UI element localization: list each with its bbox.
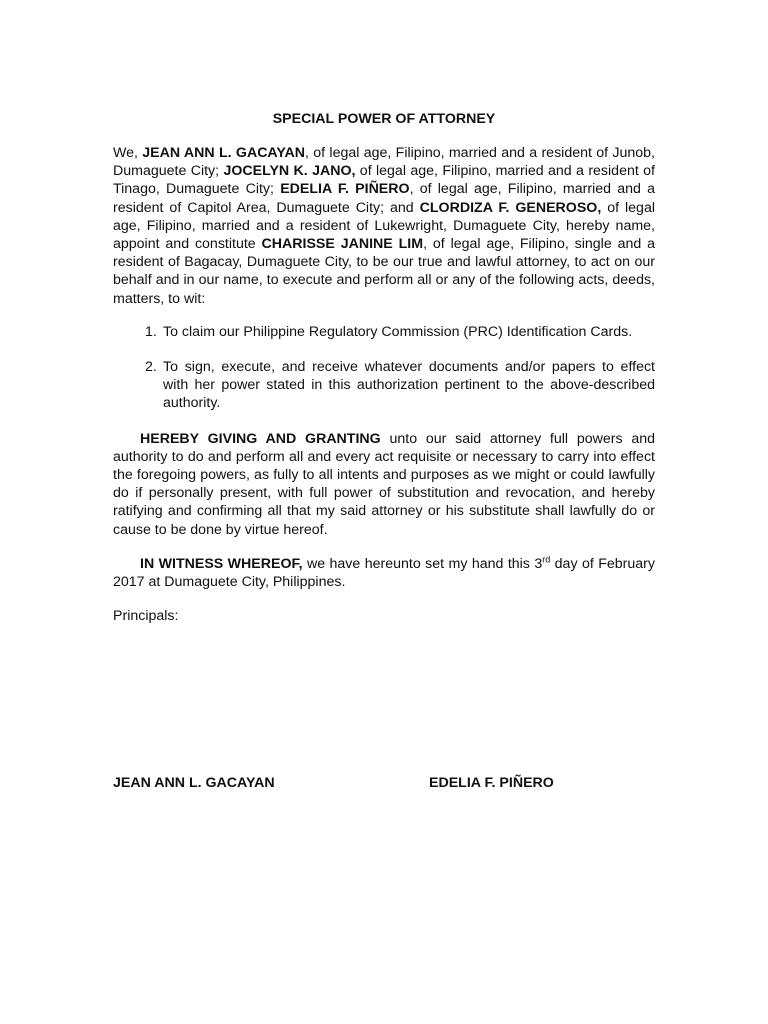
- document-title: SPECIAL POWER OF ATTORNEY: [272, 111, 496, 127]
- intro-text-1: We,: [113, 145, 143, 161]
- attorney-name: CHARISSE JANINE LIM: [261, 236, 424, 253]
- witness-text-b: day of February 2017 at Dumaguete City, Philippines.: [113, 555, 655, 591]
- powers-list: [113, 323, 655, 413]
- principal-name-3: EDELIA F. PIÑERO: [280, 181, 410, 198]
- witness-paragraph: [113, 555, 655, 591]
- granting-paragraph: [113, 430, 655, 539]
- signatory-left: JEAN ANN L. GACAYAN: [113, 775, 275, 791]
- intro-text-4: , of legal age, Filipino, married and a resident of Capitol Area, Dumaguete City; and: [113, 181, 656, 216]
- signatory-right: EDELIA F. PIÑERO: [429, 775, 554, 791]
- granting-heading: HEREBY GIVING AND GRANTING: [140, 430, 381, 447]
- witness-heading: IN WITNESS WHEREOF,: [140, 555, 303, 572]
- principal-name-2: JOCELYN K. JANO,: [223, 163, 356, 180]
- list-item-number: 1.: [145, 323, 157, 340]
- intro-text-6: , of legal age, Filipino, single and a resident of Bagacay, Dumaguete City, to be our true and lawful attorney, to act on our behalf and in our name, to execute and perform all or any of the following acts, deeds, matters, to wit:: [113, 236, 655, 307]
- principal-name-4: CLORDIZA F. GENEROSO,: [419, 199, 602, 216]
- intro-text-3: of legal age, Filipino, married and a resident of Tinago, Dumaguete City;: [113, 163, 655, 198]
- document-body: [113, 110, 655, 625]
- ordinal-suffix: rd: [542, 554, 551, 565]
- list-item: [113, 323, 655, 341]
- list-item-number: 2.: [145, 359, 157, 376]
- intro-paragraph: [113, 144, 655, 308]
- principals-label: Principals:: [113, 608, 179, 625]
- witness-text-a: we have hereunto set my hand this 3: [302, 555, 543, 572]
- signature-block: [113, 774, 655, 794]
- principal-name-1: JEAN ANN L. GACAYAN: [142, 145, 306, 161]
- intro-text-5: of legal age, Filipino, married and a resident of Lukewright, Dumaguete City, hereby name, appoint and constitute: [113, 199, 655, 253]
- list-item: [113, 358, 655, 413]
- list-item-text: To sign, execute, and receive whatever documents and/or papers to effect with her power stated in this authorization pertinent to the above-described authority.: [163, 359, 655, 412]
- list-item-text: To claim our Philippine Regulatory Commission (PRC) Identification Cards.: [163, 323, 633, 340]
- granting-text: unto our said attorney full powers and authority to do and perform all and every act requisite or necessary to carry into effect the foregoing powers, as fully to all intents and purposes as we might or could lawfully do if personally present, with full power of substitution and revocation, and hereby ratifying and confirming all that my said attorney or his substitute shall lawfully do or cause to be done by virtue hereof.: [113, 430, 655, 538]
- intro-text-2: , of legal age, Filipino, married and a resident of Junob, Dumaguete City;: [113, 145, 655, 180]
